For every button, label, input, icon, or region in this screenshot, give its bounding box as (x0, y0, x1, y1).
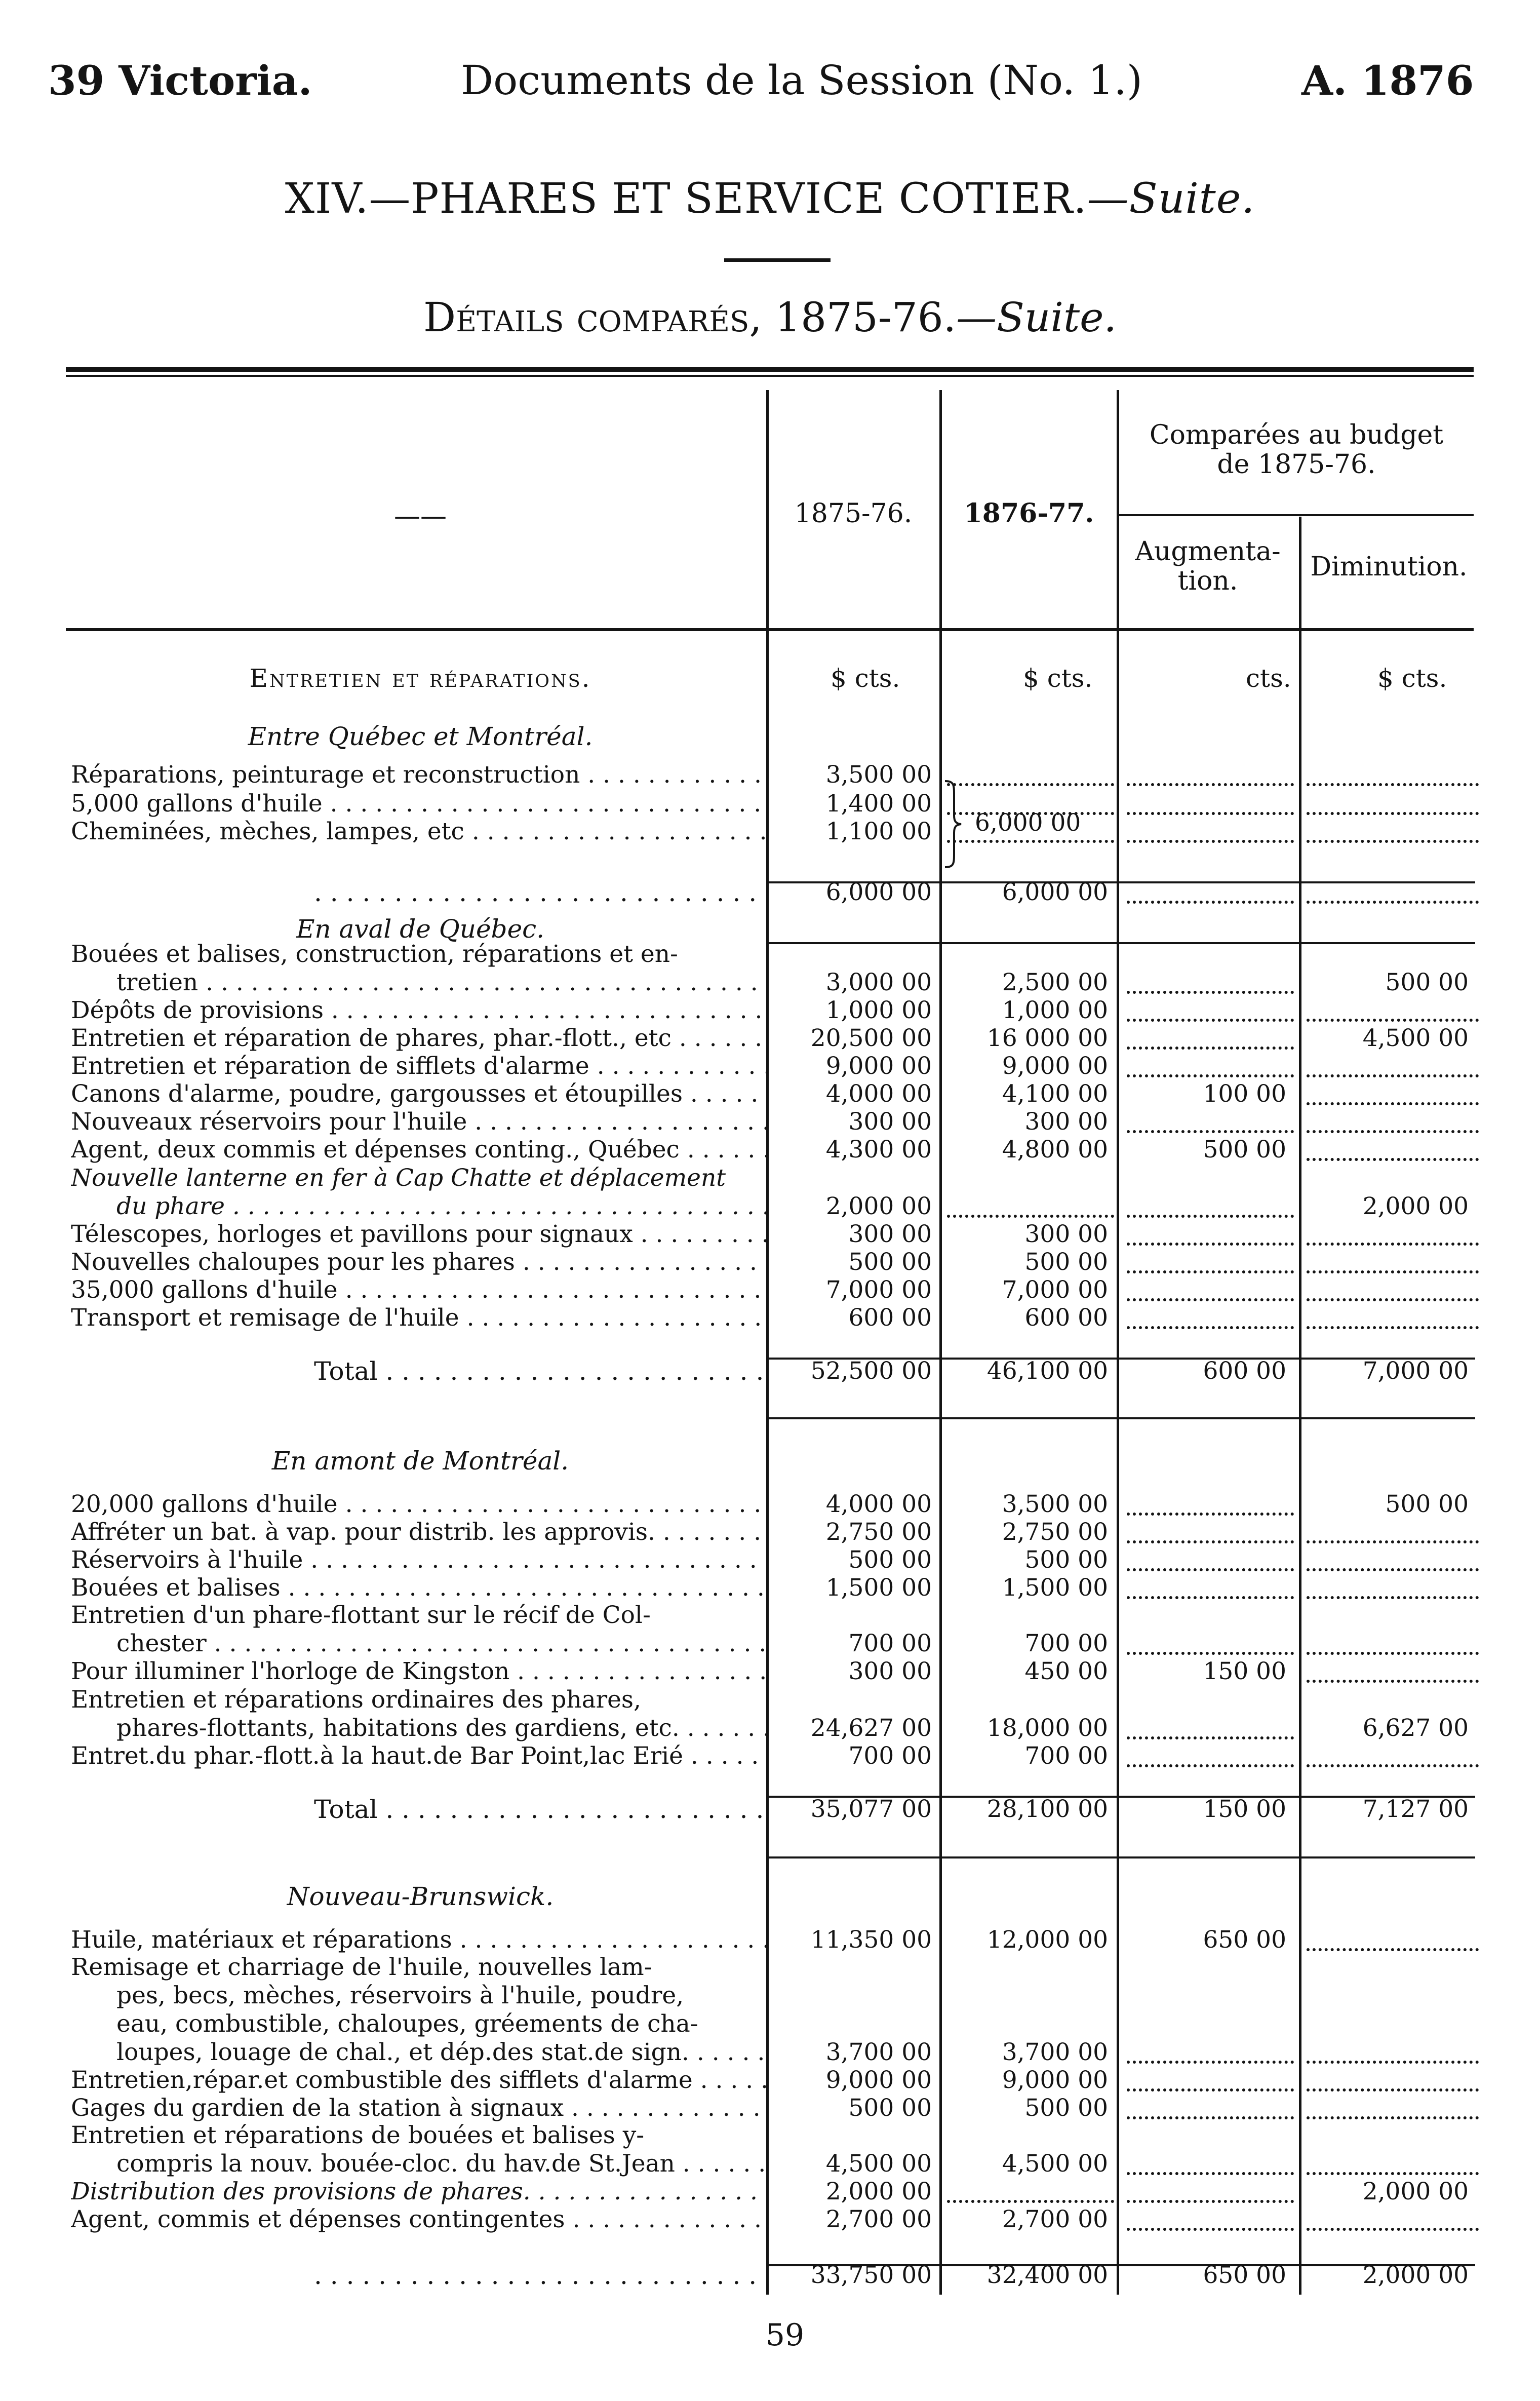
row-label-line: Entretien et réparation de phares, phar.-flott., etc . . . (71, 1024, 767, 1053)
cell-y2: 700 00 (1024, 1742, 1108, 1770)
subsection-title: En aval de Québec. (296, 914, 545, 944)
dot-leader (1127, 1513, 1294, 1516)
table-row (0, 1164, 1540, 1221)
row-label-line: Bouées et balises, construction, réparations et en- (71, 940, 678, 968)
cell-y2: 300 00 (1024, 1220, 1108, 1248)
dot-leader (1307, 1540, 1479, 1543)
table-row (0, 1518, 1540, 1546)
dot-leader (1127, 991, 1294, 994)
dot-leader (1127, 1652, 1294, 1655)
cell-dim: 500 00 (1385, 1490, 1469, 1518)
cell-y1: 700 00 (848, 1742, 932, 1770)
subsection-title: Nouveau-Brunswick. (287, 1882, 554, 1911)
cell-aug: 150 00 (1203, 1795, 1286, 1823)
row-label-line: Cheminées, mèches, lampes, etc . . . (71, 818, 767, 846)
dot-leader (1307, 901, 1479, 904)
cell-dim: 7,000 00 (1362, 1357, 1469, 1385)
cell-y2: 9,000 00 (1002, 1052, 1108, 1080)
dot-leader (1307, 1243, 1479, 1246)
row-label-line (71, 2261, 767, 2290)
cell-y1: 500 00 (848, 1248, 932, 1276)
row-label (71, 1276, 767, 1304)
cell-y1: 500 00 (848, 1546, 932, 1574)
row-label-line: Réparations, peinturage et reconstruction . . . (71, 761, 767, 789)
cell-y1: 20,500 00 (810, 1024, 932, 1052)
row-label-line: Agent, deux commis et dépenses conting., Québec . . . (71, 1136, 767, 1164)
dot-leader (1307, 1680, 1479, 1683)
table-row (0, 2094, 1540, 2122)
row-label-line: chester . . . (71, 1630, 767, 1658)
cell-y2: 28,100 00 (986, 1795, 1108, 1823)
table-row (0, 1657, 1540, 1686)
table-top-rule-2 (66, 375, 1474, 377)
unit-1876: $ cts. (1023, 664, 1093, 693)
cell-y1: 2,700 00 (825, 2205, 932, 2233)
row-label (71, 1546, 767, 1574)
cell-y2: 500 00 (1024, 1248, 1108, 1276)
dot-leader (1127, 2172, 1294, 2175)
table-top-rule (66, 367, 1474, 372)
total-rule (766, 1417, 1475, 1419)
row-label-line: Canons d'alarme, poudre, gargousses et étoupilles . . . (71, 1080, 767, 1108)
compared-rule (1119, 514, 1474, 516)
row-label-line: du phare . . . (71, 1192, 767, 1221)
dot-leader (1307, 1130, 1479, 1133)
dot-leader (1307, 1326, 1479, 1329)
dot-leader (1127, 901, 1294, 904)
page-title: XIV.—PHARES ET SERVICE COTIER.—Suite. (285, 175, 1255, 223)
row-label-line: 35,000 gallons d'huile . . . (71, 1276, 767, 1304)
col-header-1876: 1876-77. (964, 498, 1094, 529)
row-label-line: Distribution des provisions de phares. . . . (71, 2178, 767, 2206)
row-label (71, 1164, 767, 1221)
row-label-line: Réservoirs à l'huile . . . (71, 1546, 767, 1574)
dot-leader (1127, 1215, 1294, 1218)
cell-y1: 300 00 (848, 1657, 932, 1685)
row-label (71, 2066, 767, 2095)
table-row (0, 1490, 1540, 1519)
row-label (71, 2261, 767, 2290)
table-row (0, 1926, 1540, 1954)
row-label-line: Total . . . (71, 1357, 767, 1385)
table-row (0, 1108, 1540, 1136)
cell-y2: 500 00 (1024, 2094, 1108, 2122)
row-label (71, 1574, 767, 1602)
grouped-value: 6,000 00 (975, 809, 1081, 837)
page-subtitle: Détails comparés, 1875-76.—Suite. (423, 294, 1117, 341)
cell-y2: 300 00 (1024, 1108, 1108, 1136)
cell-y1: 700 00 (848, 1630, 932, 1657)
cell-y1: 4,000 00 (825, 1080, 932, 1108)
header-bottom-rule (66, 628, 1474, 631)
unit-1875: $ cts. (831, 664, 900, 693)
dot-leader (1127, 2061, 1294, 2064)
unit-augmentation: cts. (1246, 664, 1291, 693)
cell-y1: 2,000 00 (825, 2178, 932, 2205)
title-rule (724, 258, 831, 262)
dot-leader (1307, 2172, 1479, 2175)
row-label-line: Entretien,répar.et combustible des sifflets d'alarme . . . (71, 2066, 767, 2095)
row-label (71, 1490, 767, 1519)
dot-leader (947, 783, 1114, 786)
dot-leader (1307, 2088, 1479, 2092)
table-row (0, 790, 1540, 818)
table-row (0, 1276, 1540, 1304)
row-label-line: Dépôts de provisions . . . (71, 996, 767, 1025)
cell-y2: 700 00 (1024, 1630, 1108, 1657)
row-label-line: Entretien et réparation de sifflets d'alarme . . . (71, 1052, 767, 1080)
dot-leader (1307, 783, 1479, 786)
row-label-line: compris la nouv. bouée-cloc. du hav.de St.Jean . . . (71, 2150, 767, 2178)
cell-y2: 6,000 00 (1002, 878, 1108, 906)
cell-y2: 18,000 00 (986, 1714, 1108, 1742)
row-label-line: Bouées et balises . . . (71, 1574, 767, 1602)
dot-leader (1307, 1102, 1479, 1105)
cell-dim: 2,000 00 (1362, 1192, 1469, 1220)
dot-leader (1127, 1326, 1294, 1329)
row-label (71, 1108, 767, 1136)
cell-dim: 2,000 00 (1362, 2261, 1469, 2289)
dot-leader (1307, 1270, 1479, 1273)
table-row (0, 1024, 1540, 1053)
row-label (71, 818, 767, 846)
table-row (0, 1742, 1540, 1770)
section-title: Entretien et réparations. (249, 664, 591, 693)
cell-dim: 4,500 00 (1362, 1024, 1469, 1052)
cell-y1: 52,500 00 (810, 1357, 932, 1385)
dot-leader (1127, 2088, 1294, 2092)
row-label (71, 1136, 767, 1164)
cell-y1: 4,000 00 (825, 1490, 932, 1518)
col-header-augmentation: Augmenta-tion. (1135, 536, 1281, 596)
row-label-line: Huile, matériaux et réparations . . . (71, 1926, 767, 1954)
cell-y1: 4,300 00 (825, 1136, 932, 1164)
dot-leader (1127, 1019, 1294, 1022)
col-header-diminution: Diminution. (1310, 552, 1468, 582)
row-label-line: Télescopes, horloges et pavillons pour signaux . . . (71, 1220, 767, 1249)
dot-leader (1127, 1298, 1294, 1301)
cell-dim: 7,127 00 (1362, 1795, 1469, 1823)
cell-y2: 500 00 (1024, 1546, 1108, 1574)
row-label-line: 5,000 gallons d'huile . . . (71, 790, 767, 818)
cell-aug: 650 00 (1203, 2261, 1286, 2289)
table-row (0, 1052, 1540, 1080)
row-label-line: Total . . . (71, 1795, 767, 1824)
row-label (71, 1518, 767, 1546)
dot-leader (1307, 1764, 1479, 1767)
dot-leader (1307, 2228, 1479, 2231)
col-header-blank: —— (394, 501, 447, 531)
row-label-line: Entretien et réparations ordinaires des phares, (71, 1686, 641, 1714)
cell-y1: 6,000 00 (825, 878, 932, 906)
cell-aug: 150 00 (1203, 1657, 1286, 1685)
dot-leader (1307, 1298, 1479, 1301)
cell-y1: 1,500 00 (825, 1574, 932, 1602)
row-label (71, 1601, 767, 1658)
cell-aug: 500 00 (1203, 1136, 1286, 1164)
cell-y1: 3,700 00 (825, 2038, 932, 2066)
row-label (71, 1742, 767, 1770)
table-row (0, 1601, 1540, 1658)
row-label-line: eau, combustible, chaloupes, gréements de cha- (116, 2010, 698, 2038)
dot-leader (1127, 1047, 1294, 1050)
dot-leader (1127, 1243, 1294, 1246)
cell-y1: 300 00 (848, 1108, 932, 1136)
total-rule (766, 1856, 1475, 1858)
cell-y2: 9,000 00 (1002, 2066, 1108, 2094)
table-row (0, 2205, 1540, 2234)
cell-y1: 2,000 00 (825, 1192, 932, 1220)
total-row (0, 1357, 1540, 1385)
dot-leader (1127, 2228, 1294, 2231)
cell-y1: 33,750 00 (810, 2261, 932, 2289)
row-label-line (71, 878, 767, 907)
cell-y1: 3,500 00 (825, 761, 932, 789)
table-row (0, 1546, 1540, 1574)
table-row (0, 2178, 1540, 2206)
col-header-compared: Comparées au budget de 1875-76. (1149, 420, 1444, 480)
dot-leader (1307, 1074, 1479, 1077)
dot-leader (947, 840, 1114, 843)
table-row (0, 1220, 1540, 1249)
cell-y2: 4,500 00 (1002, 2150, 1108, 2178)
row-label (71, 1024, 767, 1053)
cell-y1: 2,750 00 (825, 1518, 932, 1546)
dot-leader (1127, 1764, 1294, 1767)
cell-aug: 600 00 (1203, 1357, 1286, 1385)
row-label (71, 790, 767, 818)
cell-y2: 3,500 00 (1002, 1490, 1108, 1518)
col-header-1875: 1875-76. (794, 498, 913, 529)
cell-aug: 100 00 (1203, 1080, 1286, 1108)
dot-leader (1307, 1019, 1479, 1022)
cell-y1: 1,100 00 (825, 818, 932, 845)
dot-leader (947, 1215, 1114, 1218)
cell-y1: 3,000 00 (825, 969, 932, 996)
cell-y1: 500 00 (848, 2094, 932, 2122)
header-right: A. 1876 (1301, 57, 1474, 104)
cell-y2: 4,800 00 (1002, 1136, 1108, 1164)
table-row (0, 2121, 1540, 2178)
row-label-line: Nouvelles chaloupes pour les phares . . . (71, 1248, 767, 1276)
table-row (0, 1953, 1540, 2067)
row-label-line: Affréter un bat. à vap. pour distrib. les approvis. . . . (71, 1518, 767, 1546)
row-label-line: Gages du gardien de la station à signaux . . . (71, 2094, 767, 2122)
cell-y2: 2,700 00 (1002, 2205, 1108, 2233)
row-label-line: Entretien et réparations de bouées et balises y- (71, 2121, 645, 2149)
cell-y2: 7,000 00 (1002, 1276, 1108, 1304)
cell-y2: 600 00 (1024, 1304, 1108, 1332)
table-row (0, 1304, 1540, 1332)
dot-leader (1127, 2200, 1294, 2203)
row-label (71, 1080, 767, 1108)
table-row (0, 996, 1540, 1025)
cell-y2: 4,100 00 (1002, 1080, 1108, 1108)
table-row (0, 1136, 1540, 1164)
dot-leader (1127, 783, 1294, 786)
cell-y2: 450 00 (1024, 1657, 1108, 1685)
cell-y1: 35,077 00 (810, 1795, 932, 1823)
dot-leader (1127, 1130, 1294, 1133)
table-row (0, 940, 1540, 997)
cell-dim: 500 00 (1385, 969, 1469, 996)
row-label-line: Nouveaux réservoirs pour l'huile . . . (71, 1108, 767, 1136)
page-number: 59 (765, 2317, 805, 2353)
cell-y2: 3,700 00 (1002, 2038, 1108, 2066)
row-label (71, 1926, 767, 1954)
dot-leader (1127, 1270, 1294, 1273)
dot-leader (1307, 812, 1479, 815)
cell-y2: 2,500 00 (1002, 969, 1108, 996)
subsection-title: En amont de Montréal. (271, 1446, 569, 1476)
table-row (0, 1574, 1540, 1602)
row-label (71, 761, 767, 789)
row-label (71, 1220, 767, 1249)
dot-leader (1127, 2116, 1294, 2119)
dot-leader (1307, 1596, 1479, 1599)
row-label-line: Remisage et charriage de l'huile, nouvelles lam- (71, 1953, 652, 1981)
subsection-title: Entre Québec et Montréal. (248, 722, 593, 751)
row-label (71, 2121, 767, 2178)
dot-leader (1127, 1568, 1294, 1571)
table-row (0, 1686, 1540, 1742)
cell-y2: 12,000 00 (986, 1926, 1108, 1954)
total-row (0, 2261, 1540, 2290)
row-label-line: phares-flottants, habitations des gardiens, etc. . . . (71, 1714, 767, 1742)
cell-y2: 2,750 00 (1002, 1518, 1108, 1546)
dot-leader (1307, 1652, 1479, 1655)
table-row (0, 2066, 1540, 2095)
cell-y1: 24,627 00 (810, 1714, 932, 1742)
row-label (71, 2094, 767, 2122)
row-label-line: pes, becs, mèches, réservoirs à l'huile, poudre, (116, 1982, 684, 2009)
cell-y1: 11,350 00 (810, 1926, 932, 1954)
row-label-line: Pour illuminer l'horloge de Kingston . . . (71, 1657, 767, 1686)
cell-y2: 46,100 00 (986, 1357, 1108, 1385)
row-label-line: Transport et remisage de l'huile . . . (71, 1304, 767, 1332)
row-label (71, 1953, 767, 2067)
row-label (71, 940, 767, 997)
row-label-line: Agent, commis et dépenses contingentes . . . (71, 2205, 767, 2234)
row-label (71, 1052, 767, 1080)
cell-dim: 2,000 00 (1362, 2178, 1469, 2205)
unit-diminution: $ cts. (1377, 664, 1447, 693)
table-row (0, 1248, 1540, 1276)
table-row (0, 761, 1540, 789)
row-label-line: tretien . . . (71, 969, 767, 997)
row-label-line: Nouvelle lanterne en fer à Cap Chatte et déplacement (71, 1164, 726, 1192)
row-label (71, 1248, 767, 1276)
cell-y2: 16 000 00 (986, 1024, 1108, 1052)
row-label (71, 1795, 767, 1824)
cell-y1: 1,400 00 (825, 790, 932, 818)
table-row (0, 1080, 1540, 1108)
total-row (0, 1795, 1540, 1824)
row-label (71, 1686, 767, 1742)
row-label (71, 2178, 767, 2206)
cell-y1: 300 00 (848, 1220, 932, 1248)
dot-leader (1127, 1596, 1294, 1599)
cell-y2: 32,400 00 (986, 2261, 1108, 2289)
cell-y2: 1,000 00 (1002, 996, 1108, 1024)
cell-aug: 650 00 (1203, 1926, 1286, 1954)
dot-leader (1127, 812, 1294, 815)
row-label-line: 20,000 gallons d'huile . . . (71, 1490, 767, 1519)
brace-icon (943, 780, 963, 868)
dot-leader (1307, 1948, 1479, 1951)
cell-y1: 9,000 00 (825, 1052, 932, 1080)
row-label-line: Entretien d'un phare-flottant sur le récif de Col- (71, 1601, 651, 1629)
dot-leader (947, 2200, 1114, 2203)
dot-leader (1127, 840, 1294, 843)
row-label (71, 878, 767, 907)
row-label (71, 2205, 767, 2234)
cell-y2: 1,500 00 (1002, 1574, 1108, 1602)
row-label-line: loupes, louage de chal., et dép.des stat.de sign. . . . (71, 2038, 767, 2067)
dot-leader (1307, 2116, 1479, 2119)
dot-leader (1127, 1736, 1294, 1739)
dot-leader (1307, 1158, 1479, 1161)
dot-leader (1307, 2061, 1479, 2064)
dot-leader (1307, 840, 1479, 843)
cell-y1: 7,000 00 (825, 1276, 932, 1304)
total-row (0, 878, 1540, 907)
row-label (71, 996, 767, 1025)
cell-y1: 1,000 00 (825, 996, 932, 1024)
cell-y1: 600 00 (848, 1304, 932, 1332)
dot-leader (1127, 1540, 1294, 1543)
row-label (71, 1357, 767, 1385)
header-center: Documents de la Session (No. 1.) (461, 57, 1143, 104)
dot-leader (1307, 1568, 1479, 1571)
table-row (0, 818, 1540, 846)
dot-leader (1127, 1074, 1294, 1077)
header-left: 39 Victoria. (48, 57, 312, 104)
row-label (71, 1304, 767, 1332)
row-label (71, 1657, 767, 1686)
cell-dim: 6,627 00 (1362, 1714, 1469, 1742)
cell-y1: 4,500 00 (825, 2150, 932, 2178)
cell-y1: 9,000 00 (825, 2066, 932, 2094)
row-label-line: Entret.du phar.-flott.à la haut.de Bar Point,lac Erié . . . (71, 1742, 767, 1770)
